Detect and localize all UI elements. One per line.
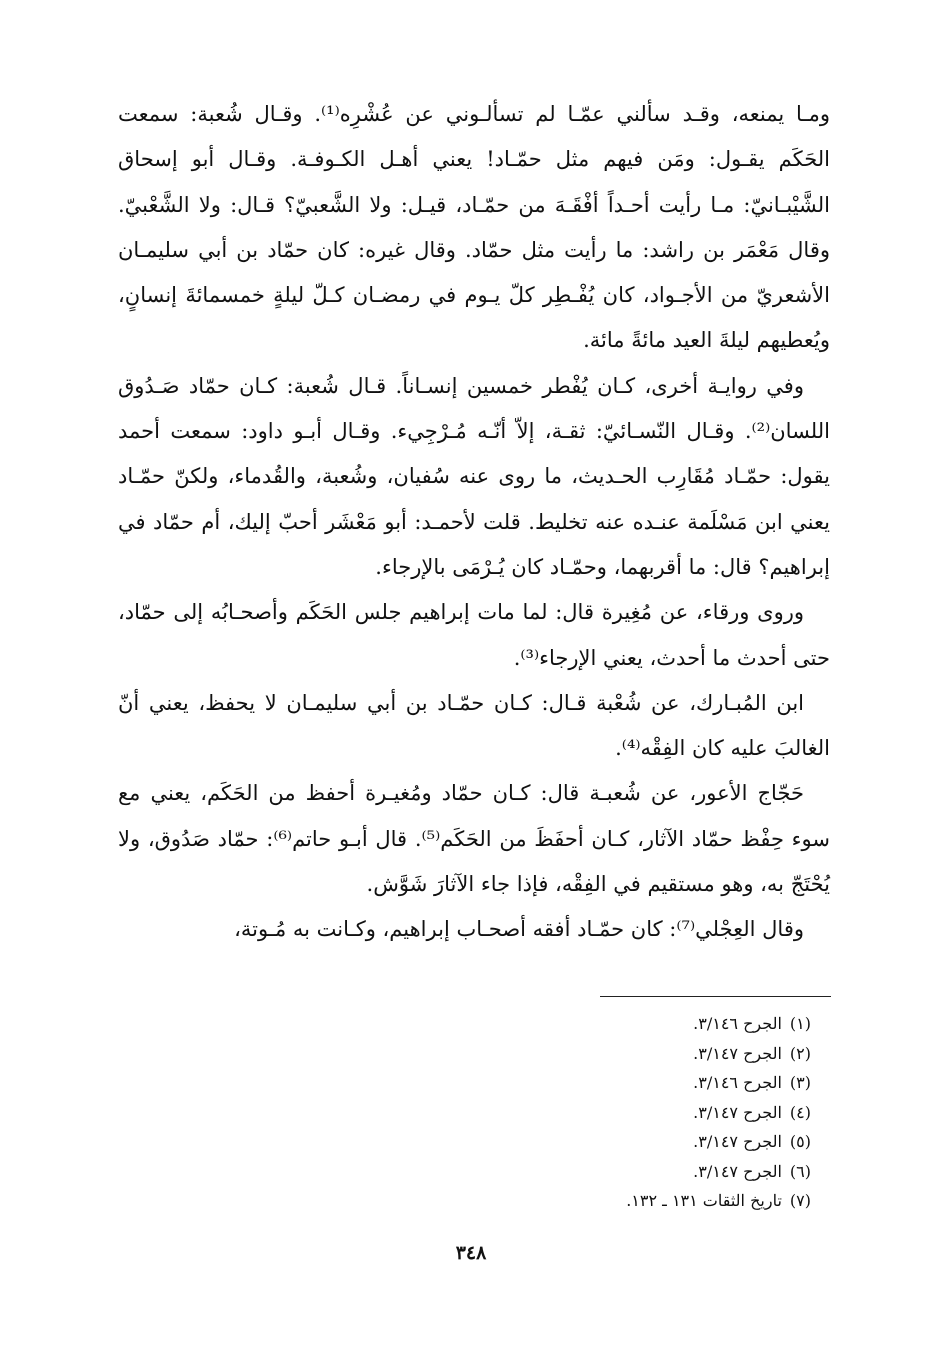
footnote-text: الجرح ٣/١٤٧. [693,1043,782,1063]
main-text [118,92,830,953]
footnote-number: (٤) [789,1102,811,1122]
footnote-text: الجرح ٣/١٤٧. [693,1132,782,1151]
paragraph: ابن المُبـارك، عن شُعْبة قـال: كـان حمّـاد بن أبي سليمـان لا يحفظ، يعني أنّ الغالبَ عليه كان الفِقْه⁽⁴⁾. [118,690,830,761]
footnote-text: الجرح ٣/١٤٧. [693,1102,782,1122]
footnote [331,1127,811,1157]
footnote [331,1186,811,1216]
paragraph: ومـا يمنعه، وقـد سألني عمّـا لم تسألـوني عن عُشْرِه⁽¹⁾. وقـال شُعبة: سمعت الحَكَم يقـول: ومَن فيهم مثل حمّـاد! يعني أهـل الكـوفـة. وقـال أبو إسحاق الشَّيْبـانيّ: مـا رأيت أحـداً أفْقَـهَ من حمّـاد، قيـل: ولا الشَّعبيّ؟ قـال: ولا الشَّعْبيّ. وقال مَعْمَر بن راشد: ما رأيت مثل حمّاد. وقال غيره: كان حمّاد بن أبي سليمـان الأشعريّ من الأجـواد، كان يُفْـطِر كلّ يـوم في رمضـان كـلّ ليلةٍ خمسمائةَ إنسانٍ، ويُعطيهم ليلةَ العيد مائةً مائة. [118,102,830,353]
footnote-number: (١) [789,1014,811,1033]
footnote [331,1039,811,1069]
paragraph: وفي روايـة أخرى، كـان يُفْطر خمسين إنسـاناً. قـال شُعبة: كـان حمّاد صَـدُوق اللسان⁽²⁾. وقـال النّسـائيّ: ثقـة، إلاّ أنّـه مُـرْجِيء. وقـال أبـو داود: سمعت أحمد يقول: حمّـاد مُقَارِب الحـديث، ما روى عنه سُفيان، وشُعبة، والقُدماء، ولكنّ حمّـاد يعني ابن مَسْلَمة عنـده عنه تخليط. قلت لأحمـد: أبو مَعْشَر أحبّ إليك، أم حمّاد في إبراهيم؟ قال: ما أقربهما، وحمّـاد كان يُـرْمَى بالإرجاء. [118,373,830,579]
footnote-text: الجرح ٣/١٤٦. [693,1073,782,1092]
paragraph: حَجّاج الأعور، عن شُعبـة قال: كـان حمّاد ومُغيـرة أحفظ من الحَكَم، يعني مع سوء حِفْظ حمّاد الآثار، كـان أحفَظَ من الحَكَم⁽⁵⁾. قال أبـو حاتم⁽⁶⁾: حمّاد صَدُوق، ولا يُحْتَجّ به، وهو مستقيم في الفِقْه، فإذا جاء الآثارَ شَوَّش. [118,781,830,897]
footnote [331,1157,811,1187]
footnote-number: (٢) [789,1043,811,1063]
footnote-text: الجرح ٣/١٤٧. [693,1161,782,1181]
page-number: ٣٤٨ [455,1242,487,1264]
footnote-separator [600,996,831,997]
footnote-number: (٧) [789,1191,811,1210]
footnote-number: (٣) [789,1073,811,1092]
paragraph: وروى ورقاء، عن مُغِيرة قال: لما مات إبراهيم جلس الحَكَم وأصحـابُه إلى حمّاد، حتى أحدث ما أحدث، يعني الإرجاء⁽³⁾. [118,600,830,670]
footnotes [331,1009,811,1216]
footnote-number: (٦) [789,1161,811,1181]
footnote [331,1068,811,1098]
footnote-number: (٥) [789,1132,811,1151]
footnote-text: الجرح ٣/١٤٦. [693,1014,782,1033]
footnote-text: تاريخ الثقات ١٣١ ـ ١٣٢. [626,1191,782,1210]
paragraph: وقال العِجْلي⁽⁷⁾: كان حمّـاد أفقه أصحـاب إبراهيم، وكـانت به مُـوتة، [234,917,804,942]
footnote [331,1009,811,1039]
footnote [331,1098,811,1128]
